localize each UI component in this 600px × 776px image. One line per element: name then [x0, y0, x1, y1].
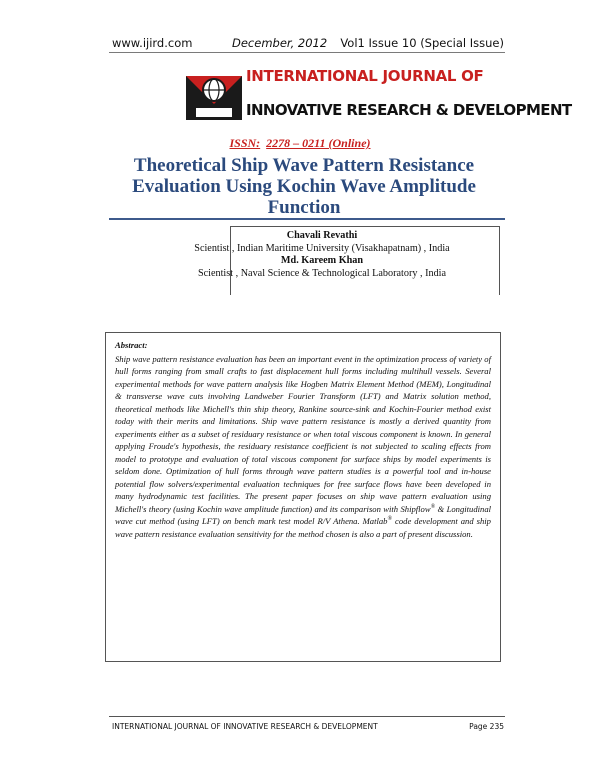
paper-title: Theoretical Ship Wave Pattern Resistance Evaluation Using Kochin Wave Amplitude Function: [132, 155, 476, 218]
author-affiliation: Scientist , Indian Maritime University (Visakhapatnam) , India: [194, 242, 450, 254]
abstract-text: & Longitudinal wave cut method (using LFT) on bench mark test model R/V Athena. Matlab: [115, 503, 492, 526]
journal-name-line2: INNOVATIVE RESEARCH & DEVELOPMENT: [246, 101, 572, 119]
page-number: Page 235: [469, 722, 504, 731]
running-header: [112, 36, 504, 50]
footer-journal: INTERNATIONAL JOURNAL OF INNOVATIVE RESEARCH & DEVELOPMENT: [112, 722, 378, 731]
abstract-box: [105, 332, 501, 662]
registered-mark: ®: [387, 516, 393, 523]
abstract-body: [115, 353, 491, 541]
issn-line: [0, 136, 600, 151]
journal-name-line1: INTERNATIONAL JOURNAL OF: [246, 67, 484, 85]
journal-name: [246, 66, 572, 120]
author-name: Chavali Revathi: [286, 230, 358, 241]
issn-value: 2278 – 0211 (Online): [266, 136, 371, 150]
logo-emblem-banner: [196, 108, 232, 117]
authors-block: [172, 230, 472, 280]
abstract-text: Ship wave pattern resistance evaluation has been an important event in the optimization process of variety of hull forms ranging from small crafts to fast displacement hull forms including multihull vessels. Several experimental methods for wave pattern analysis like Hogben Matrix Element Method (MEM), Longitudinal & transverse wave cuts involving Landweber Fourier Transform (LFT) and Matrix solution method, theoretical methods like Michell's thin ship theory, Rankine source-sink and Kochin-Fourier method exist today with their merits and limitations. Ship wave pattern resistance is mostly a derived quantity from experiments either as a subset of residuary resistance or when total viscous component is known. In general applying Froude's hypothesis, the residuary resistance coefficient is not subjected to scaling effects from model to prototype and evaluation of total viscous component for surface ships by model experiments is seldom done. Optimization of hull forms through wave pattern studies is a powerful tool and in-house potential flow solvers/experimental evaluation techniques for free surface flows have been developed in many hydrodynamic test facilities. The present paper focuses on ship wave pattern evaluation using Michell's theory (using Kochin wave amplitude function) and its comparison with Shipflow: [115, 353, 491, 514]
author-affiliation: Scientist , Naval Science & Technological Laboratory , India: [197, 267, 447, 279]
title-divider: [109, 218, 505, 220]
footer-divider: [109, 716, 505, 717]
abstract-text: code development and ship wave pattern resistance evaluation sensitivity for the method chosen is also a part of present discussion.: [115, 516, 491, 539]
header-date: December, 2012: [232, 36, 328, 50]
registered-mark: ®: [430, 503, 436, 510]
header-divider: [109, 52, 505, 53]
header-website: www.ijird.com: [112, 36, 193, 50]
author-name: Md. Kareem Khan: [280, 255, 364, 266]
header-issue: Vol1 Issue 10 (Special Issue): [340, 36, 504, 50]
page-footer: [112, 722, 504, 731]
abstract-heading: Abstract:: [115, 340, 148, 350]
issn-label: ISSN:: [229, 136, 261, 150]
